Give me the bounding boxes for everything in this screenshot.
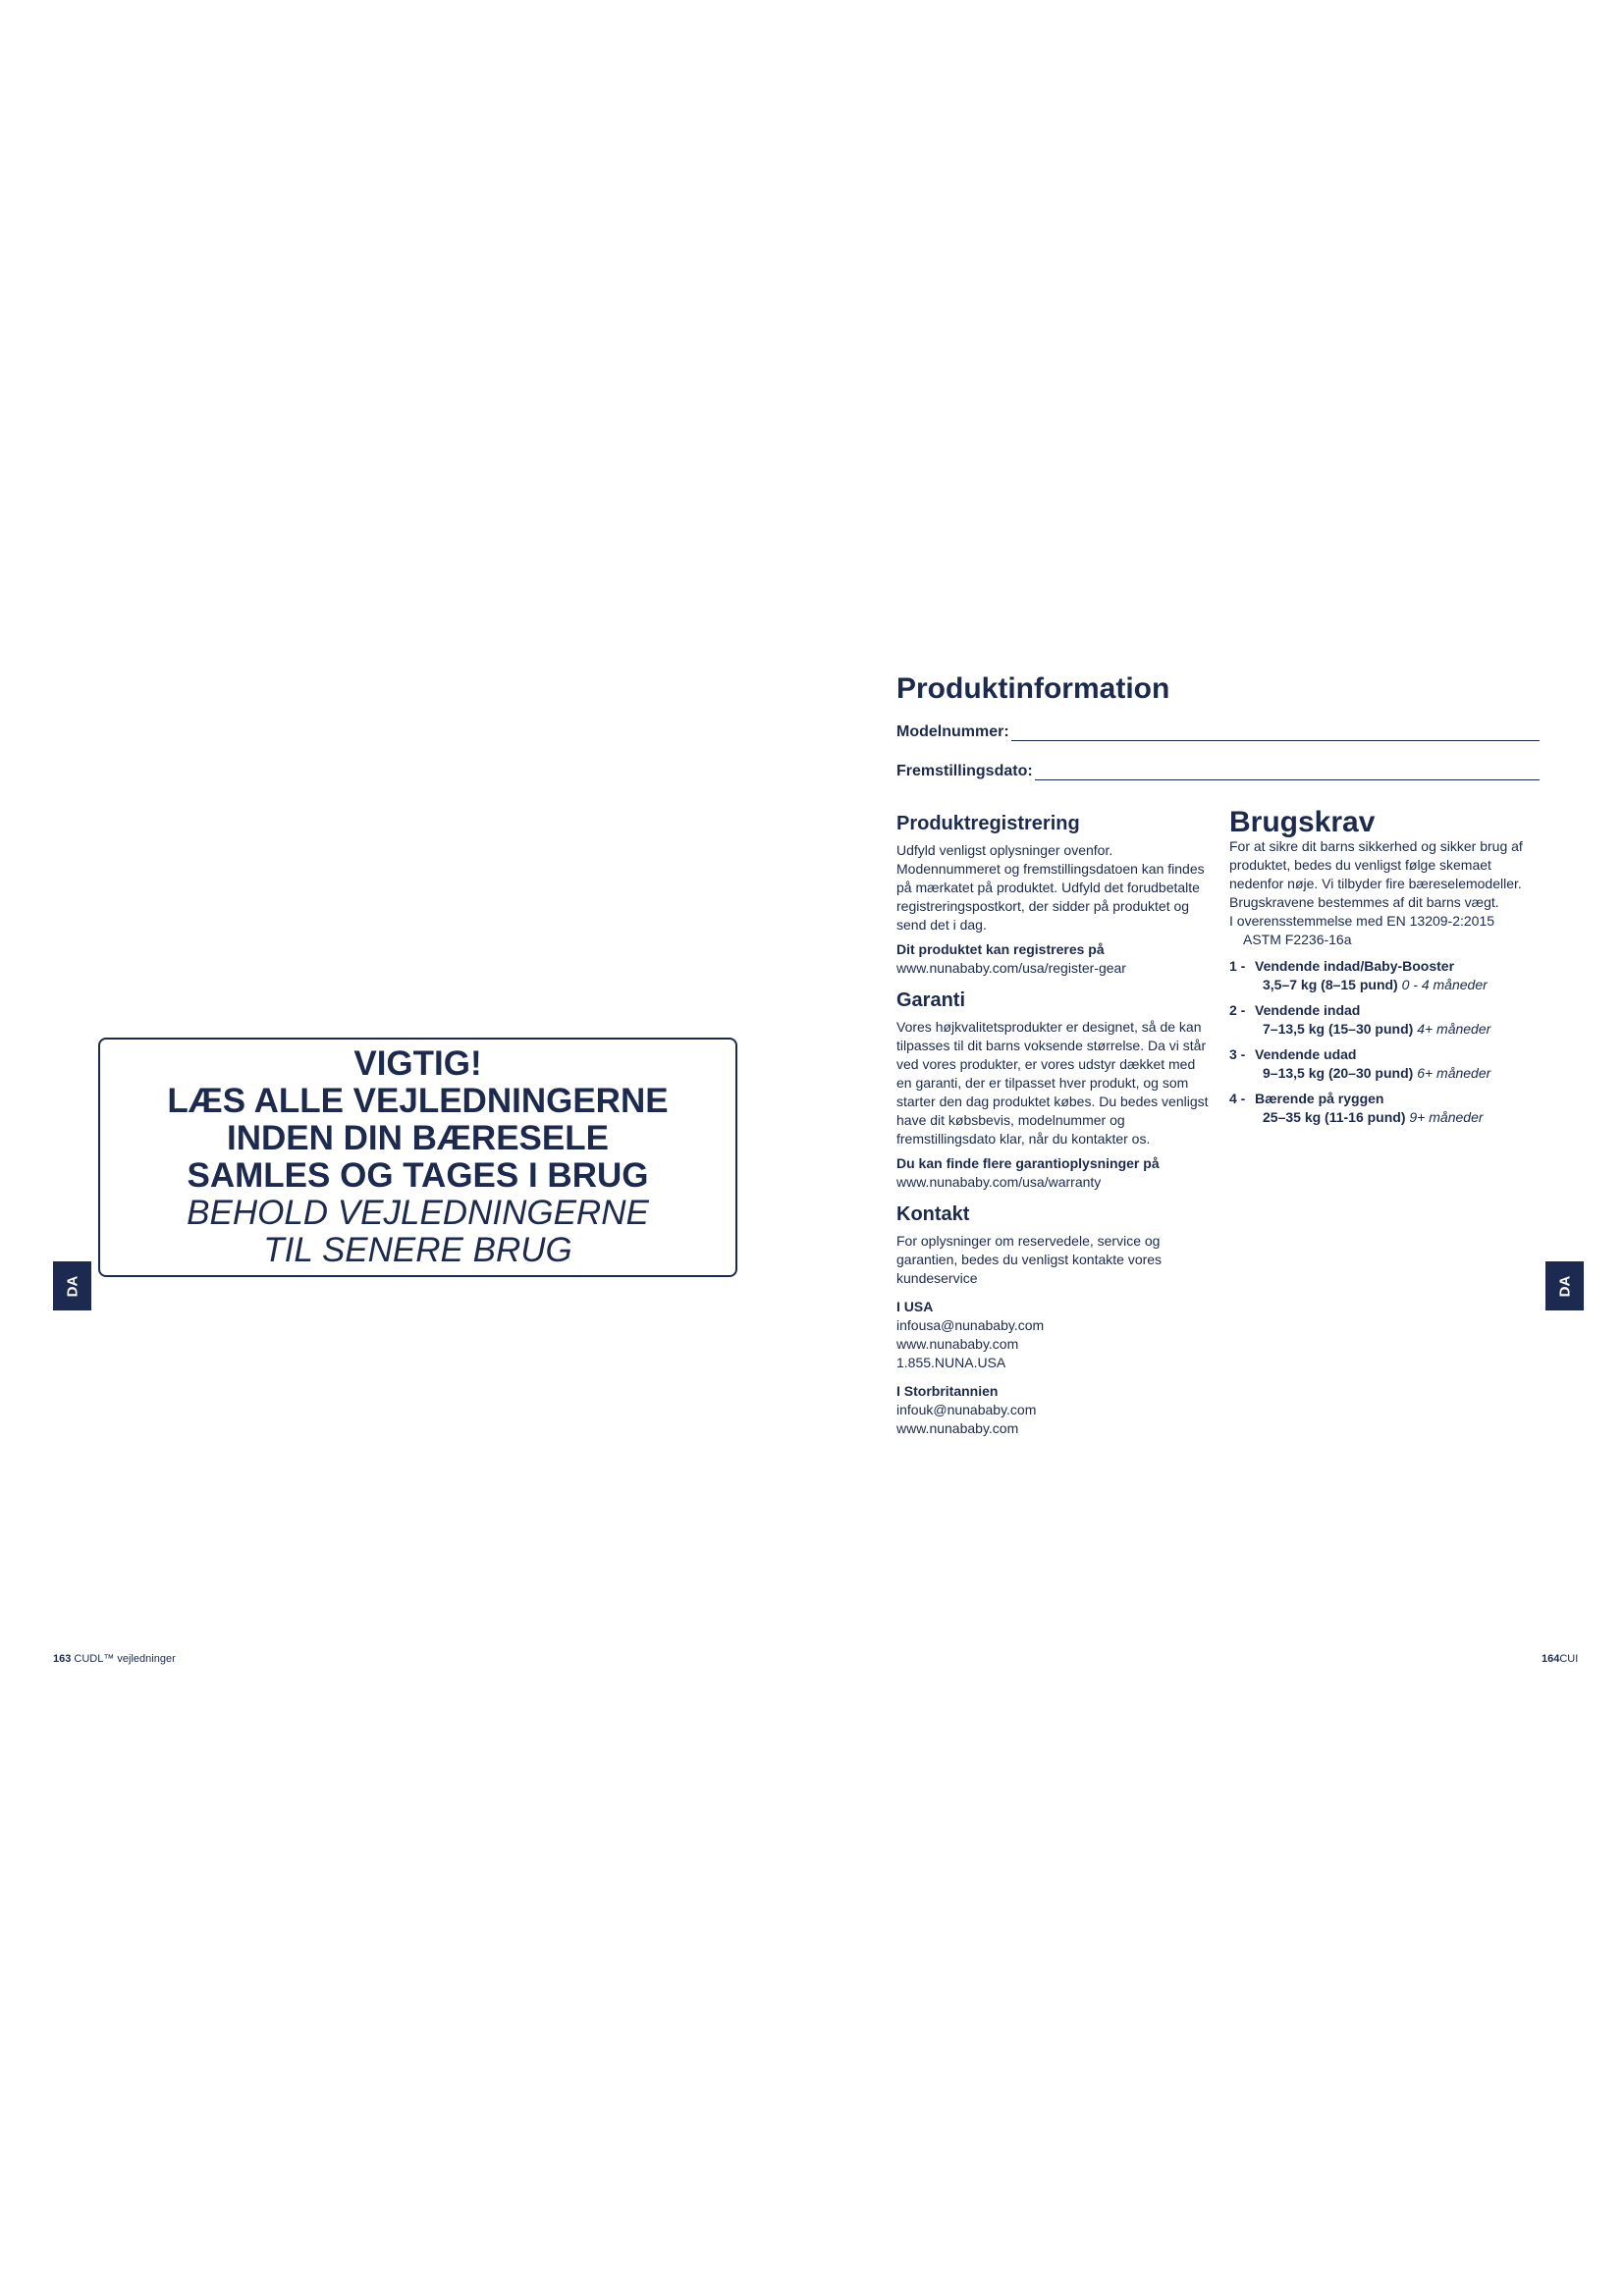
requirement-item: [1229, 1090, 1543, 1127]
registration-heading: Produktregistrering: [896, 813, 1080, 834]
model-number-field: [896, 723, 1540, 741]
requirement-mode: Bærende på ryggen: [1255, 1091, 1384, 1106]
language-tab-right: [1545, 1261, 1584, 1310]
requirements-heading: Brugskrav: [1229, 806, 1376, 838]
requirement-number: 3 -: [1229, 1046, 1246, 1062]
requirement-age: 6+ måneder: [1417, 1065, 1491, 1081]
footer-text: CUDL™ vejledninger: [74, 1653, 176, 1665]
contact-uk-label: I Storbritannien: [896, 1383, 999, 1399]
requirement-mode: Vendende indad/Baby-Booster: [1255, 958, 1455, 974]
manufacture-date-line: [1035, 766, 1540, 780]
language-tab-left: [53, 1261, 91, 1310]
language-tab-label: DA: [63, 1275, 81, 1297]
contact-usa-email[interactable]: infousa@nunababy.com: [896, 1317, 1045, 1333]
info-column: [896, 815, 1211, 1444]
language-tab-label: DA: [1555, 1275, 1573, 1297]
contact-uk-email[interactable]: infouk@nunababy.com: [896, 1402, 1037, 1417]
registration-link-label: Dit produktet kan registreres på: [896, 941, 1105, 957]
important-line: LÆS ALLE VEJLEDNINGERNE: [167, 1082, 669, 1120]
registration-body: Udfyld venligst oplysninger ovenfor. Modennummeret og fremstillingsdatoen kan findes på mærkatet på produktet. Udfyld det forudbetalte registreringspostkort, der sidder på produktet og send det i dag.: [896, 842, 1205, 933]
contact-usa-phone: 1.855.NUNA.USA: [896, 1355, 1006, 1370]
requirement-weight: 25–35 kg (11-16 pund): [1263, 1109, 1406, 1125]
requirement-item: [1229, 957, 1543, 994]
model-number-line: [1011, 726, 1540, 741]
requirement-age: 9+ måneder: [1409, 1109, 1484, 1125]
requirement-mode: Vendende indad: [1255, 1002, 1361, 1018]
requirements-body: For at sikre dit barns sikkerhed og sikker brug af produktet, bedes du venligst følge skemaet nedenfor nøje. Vi tilbyder fire bæreselemodeller. Brugskravene bestemmes af dit barns vægt.: [1229, 838, 1523, 910]
requirement-item: [1229, 1001, 1543, 1039]
important-heading: VIGTIG!: [353, 1044, 482, 1083]
important-line: SAMLES OG TAGES I BRUG: [187, 1156, 649, 1195]
contact-usa-label: I USA: [896, 1299, 934, 1314]
page-number: 164: [1542, 1653, 1560, 1665]
warranty-body: Vores højkvalitetsprodukter er designet, så de kan tilpasses til dit barns voksende størrelse. Da vi står ved vores produkter, er vores udstyr dækket med en garanti, der er tilpasset hver produkt, og som starter den dag produktet købes. Du bedes venligst have dit købsbevis, modelnummer og fremstillingsdato klar, når du kontakter os.: [896, 1019, 1209, 1147]
requirement-mode: Vendende udad: [1255, 1046, 1357, 1062]
manufacture-date-field: [896, 763, 1540, 780]
contact-uk-web[interactable]: www.nunababy.com: [896, 1420, 1019, 1436]
left-footer: [53, 1653, 176, 1665]
important-italic-line: TIL SENERE BRUG: [263, 1231, 572, 1269]
requirements-standard: I overensstemmelse med EN 13209-2:2015: [1229, 913, 1495, 929]
important-italic-line: BEHOLD VEJLEDNINGERNE: [187, 1194, 649, 1232]
requirement-number: 4 -: [1229, 1091, 1246, 1106]
contact-body: For oplysninger om reservedele, service og garantien, bedes du venligst kontakte vores kundeservice: [896, 1233, 1163, 1286]
model-number-label: Modelnummer:: [896, 723, 1009, 740]
requirement-weight: 9–13,5 kg (20–30 pund): [1263, 1065, 1414, 1081]
warranty-link-label: Du kan finde flere garantioplysninger på: [896, 1155, 1160, 1171]
requirement-weight: 3,5–7 kg (8–15 pund): [1263, 977, 1398, 992]
requirements-column: [1229, 806, 1543, 1134]
requirement-age: 0 - 4 måneder: [1401, 977, 1488, 992]
page-number: 163: [53, 1653, 72, 1665]
registration-link[interactable]: www.nunababy.com/usa/register-gear: [896, 960, 1126, 976]
requirement-age: 4+ måneder: [1417, 1021, 1491, 1037]
page-title: Produktinformation: [896, 672, 1170, 705]
right-footer: [1542, 1653, 1578, 1665]
requirement-number: 2 -: [1229, 1002, 1246, 1018]
requirement-number: 1 -: [1229, 958, 1246, 974]
footer-text: CUI: [1559, 1653, 1579, 1665]
requirements-standard: ASTM F2236-16a: [1243, 932, 1352, 947]
important-line: INDEN DIN BÆRESELE: [227, 1119, 609, 1157]
contact-heading: Kontakt: [896, 1203, 970, 1225]
important-notice-box: [98, 1038, 737, 1277]
warranty-heading: Garanti: [896, 989, 966, 1011]
requirement-item: [1229, 1045, 1543, 1083]
contact-usa-web[interactable]: www.nunababy.com: [896, 1336, 1019, 1352]
requirement-weight: 7–13,5 kg (15–30 pund): [1263, 1021, 1414, 1037]
manufacture-date-label: Fremstillingsdato:: [896, 763, 1033, 779]
warranty-link[interactable]: www.nunababy.com/usa/warranty: [896, 1174, 1102, 1190]
